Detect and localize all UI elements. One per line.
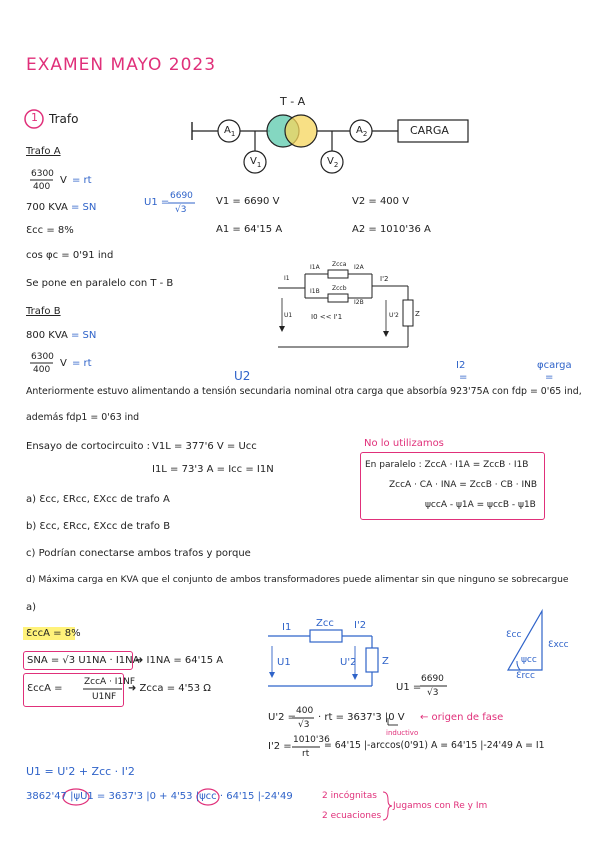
solution-zcca: ➜ Zcca = 4'53 Ω bbox=[128, 683, 211, 694]
sol-u1-den: √3 bbox=[427, 688, 439, 698]
trafo-label: T - A bbox=[280, 95, 306, 108]
trafo-b-ratio-rhs: = rt bbox=[72, 358, 92, 369]
pd-i2: I'2 bbox=[380, 275, 389, 283]
trafo-a-ecc: Ɛcc = 8% bbox=[26, 225, 74, 236]
solution-sna: SNA = √3 U1NA · I1NA bbox=[27, 655, 140, 666]
trafo-a-power-rhs: = SN bbox=[71, 202, 97, 213]
trafo-b-ratio-den: 400 bbox=[33, 365, 51, 375]
sc-zcc: Zcc bbox=[316, 618, 334, 629]
tri-exc: Ɛxcc bbox=[548, 640, 569, 650]
u1-num: 6690 bbox=[170, 191, 193, 201]
trafo-b-power-rhs: = SN bbox=[71, 330, 97, 341]
pd-u2: U'2 bbox=[389, 312, 399, 319]
tri-ecc: Ɛcc bbox=[506, 630, 522, 640]
pd-i1a: I1A bbox=[310, 264, 320, 271]
question-d: d) Máxima carga en KVA que el conjunto de ambos transformadores puede alimentar sin que ninguno se sobrecargue bbox=[26, 574, 569, 585]
trafo-a-ratio-rhs: = rt bbox=[72, 175, 92, 186]
pd-u1: U1 bbox=[284, 312, 293, 319]
trafo-b-heading: Trafo B bbox=[26, 306, 61, 317]
tri-phi: ψcc bbox=[521, 655, 537, 665]
not-used-line1: En paralelo : ZccA · I1A = ZccB · I1B bbox=[365, 460, 529, 470]
v1-value: V1 = 6690 V bbox=[216, 196, 280, 207]
sol-u2-rhs: · rt = 3637'3 |0 V bbox=[318, 712, 405, 723]
trafo-b-ratio-num: 6300 bbox=[31, 352, 54, 362]
statement-line2: además fdp1 = 0'63 ind bbox=[26, 412, 140, 423]
v2-label: $V_2$ bbox=[327, 156, 339, 169]
inductive-note: inductivo bbox=[386, 729, 419, 737]
not-used-line3: ψccA - ψ1A = ψccB - ψ1B bbox=[425, 500, 536, 510]
trafo-a-ratio-num: 6300 bbox=[31, 169, 54, 179]
solution-part: a) bbox=[26, 602, 37, 613]
sc-u2: U'2 bbox=[340, 657, 357, 668]
a1-label: $A_1$ bbox=[224, 125, 236, 138]
statement-line1: Anteriormente estuvo alimentando a tensión secundaria nominal otra carga que absorbía 923'75A con fdp = 0'65 ind, bbox=[26, 386, 582, 397]
section-heading: Trafo bbox=[49, 112, 79, 126]
ecca-den: U1NF bbox=[92, 692, 117, 702]
v1-label: $V_1$ bbox=[250, 156, 262, 169]
kvl-equation: U1 = U'2 + Zcc · I'2 bbox=[26, 765, 135, 778]
annot-phi: φcarga bbox=[537, 360, 572, 371]
unknowns-note: 2 incógnitas bbox=[322, 791, 377, 801]
trafo-a-ratio-unit: V bbox=[60, 175, 67, 186]
sc-voltage: V1L = 377'6 V = Ucc bbox=[152, 441, 257, 452]
annot-i2: I2 bbox=[456, 360, 466, 371]
a2-label: $A_2$ bbox=[356, 125, 368, 138]
annot-phi-eq: = bbox=[545, 372, 554, 383]
a2-value: A2 = 1010'36 A bbox=[352, 224, 431, 235]
trafo-a-ratio-den: 400 bbox=[33, 182, 51, 192]
numeric-equation: 3862'47 |ψU1 = 3637'3 |0 + 4'53 |ψcc · 64'15 |-24'49 bbox=[26, 791, 293, 802]
pd-i2b: I2B bbox=[354, 299, 364, 306]
a1-value: A1 = 64'15 A bbox=[216, 224, 283, 235]
sol-u2-den: √3 bbox=[298, 720, 310, 730]
sol-u2-lhs: U'2 = bbox=[268, 712, 296, 723]
question-b: b) Ɛcc, ƐRcc, ƐXcc de trafo B bbox=[26, 521, 171, 532]
sol-u1-lhs: U1 = bbox=[396, 682, 422, 693]
solution-ecca: ƐccA = 8% bbox=[26, 628, 81, 639]
sc-u1: U1 bbox=[277, 657, 291, 668]
trafo-a-heading: Trafo A bbox=[26, 146, 61, 157]
sc-i1: I1 bbox=[282, 622, 292, 633]
v2-value: V2 = 400 V bbox=[352, 196, 410, 207]
tri-erc: Ɛrcc bbox=[516, 671, 535, 681]
sol-u1-num: 6690 bbox=[421, 674, 444, 684]
ecca-lhs: ƐccA = bbox=[27, 683, 63, 694]
annot-u2: U2 bbox=[234, 369, 251, 383]
u1-den: √3 bbox=[175, 205, 187, 215]
u1-label: U1 = bbox=[144, 197, 170, 208]
re-im-note: Jugamos con Re y Im bbox=[393, 801, 488, 811]
question-c: c) Podrían conectarse ambos trafos y porque bbox=[26, 548, 251, 559]
ecca-num: ZccA · I1NF bbox=[84, 677, 136, 687]
sol-i2-lhs: I'2 = bbox=[268, 741, 292, 752]
trafo-b-ratio-unit: V bbox=[60, 358, 67, 369]
trafo-coil-right bbox=[285, 115, 317, 147]
parallel-note: Se pone en paralelo con T - B bbox=[26, 278, 174, 289]
sc-current: I1L = 73'3 A = Icc = I1N bbox=[152, 464, 274, 475]
pd-zccb: Zccb bbox=[332, 285, 347, 292]
trafo-a-power: 700 KVA bbox=[26, 202, 68, 213]
trafo-a-cos: cos φc = 0'91 ind bbox=[26, 250, 114, 261]
sol-i2-den: rt bbox=[302, 749, 310, 759]
page-title: EXAMEN MAYO 2023 bbox=[26, 55, 217, 75]
sc-label: Ensayo de cortocircuito : bbox=[26, 441, 151, 452]
sol-i2-rhs: = 64'15 |-arccos(0'91) A = 64'15 |-24'49 A = I1 bbox=[324, 740, 545, 751]
solution-i1na: ➜ I1NA = 64'15 A bbox=[135, 655, 224, 666]
sol-i2-num: 1010'36 bbox=[293, 735, 330, 745]
not-used-label: No lo utilizamos bbox=[364, 438, 444, 449]
pd-i2a: I2A bbox=[354, 264, 364, 271]
question-a: a) Ɛcc, ƐRcc, ƐXcc de trafo A bbox=[26, 494, 170, 505]
pd-i1: I1 bbox=[284, 275, 290, 282]
section-number: 1 bbox=[31, 111, 38, 124]
annot-i2-eq: = bbox=[459, 372, 468, 383]
pd-i1b: I1B bbox=[310, 288, 320, 295]
sol-u2-num: 400 bbox=[296, 706, 314, 716]
sc-i2: I'2 bbox=[354, 620, 367, 631]
pd-z: Z bbox=[415, 310, 420, 318]
equations-note: 2 ecuaciones bbox=[322, 811, 382, 821]
sc-z: Z bbox=[382, 656, 389, 667]
trafo-b-power: 800 KVA bbox=[26, 330, 68, 341]
not-used-line2: ZccA · CA · INA = ZccB · CB · INB bbox=[389, 480, 538, 490]
load-label: CARGA bbox=[410, 124, 449, 137]
pd-zcca: Zcca bbox=[332, 261, 347, 268]
origin-note: ← origen de fase bbox=[420, 712, 504, 723]
pd-condition: I0 << I'1 bbox=[311, 313, 343, 321]
